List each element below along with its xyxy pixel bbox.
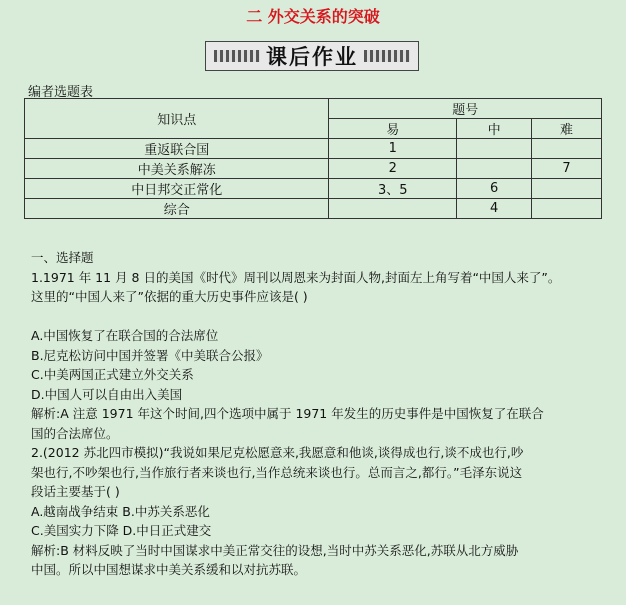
q2-stem-line1: 2.(2012 苏北四市模拟)“我说如果尼克松愿意来,我愿意和他谈,谈得成也行,谈不成也行,吵 [31,445,524,460]
homework-banner [205,41,419,71]
hard-cell [532,179,602,199]
easy-cell: 1 [329,139,457,159]
table-row [25,159,602,179]
level-easy: 易 [329,119,457,139]
easy-cell: 2 [329,159,457,179]
q1-stem-line1: 1.1971 年 11 月 8 日的美国《时代》周刊以周恩来为封面人物,封面左上角写着“中国人来了”。 [31,269,561,285]
header-knowledge: 知识点 [25,99,329,139]
page-title: 二 外交关系的突破 [246,7,380,26]
medium-cell [457,159,532,179]
question-selection-table [24,98,602,219]
topic-cell: 中日邦交正常化 [25,179,329,199]
easy-cell [329,199,457,219]
banner-right-decoration [364,50,410,62]
q1-analysis-line2: 国的合法席位。 [31,425,119,441]
banner-left-decoration [214,50,260,62]
q1-analysis-line1: 解析:A 注意 1971 年这个时间,四个选项中属于 1971 年发生的历史事件是中国恢复了在联合 [31,406,544,421]
table-row [25,199,602,219]
q2-analysis-line2: 中国。所以中国想谋求中美关系缓和以对抗苏联。 [31,562,307,577]
medium-cell: 6 [457,179,532,199]
q1-option-c: C.中美两国正式建立外交关系 [31,367,194,382]
q1-option-b: B.尼克松访问中国并签署《中美联合公报》 [31,347,269,363]
blank-line [31,307,601,327]
table-header-row [25,99,602,119]
level-hard: 难 [532,119,602,139]
q2-options-ab: A.越南战争结束 B.中苏关系恶化 [31,503,210,519]
q1-option-d: D.中国人可以自由出入美国 [31,386,183,402]
section-heading: 一、选择题 [31,250,94,265]
medium-cell [457,139,532,159]
topic-cell: 重返联合国 [25,139,329,159]
hard-cell [532,139,602,159]
table-row [25,139,602,159]
header-number: 题号 [329,99,602,119]
table-caption: 编者选题表 [28,85,94,100]
q2-options-cd: C.美国实力下降 D.中日正式建交 [31,523,212,538]
q1-stem-line2: 这里的“中国人来了”依据的重大历史事件应该是( ) [31,289,308,304]
banner-text: 课后作业 [266,45,358,69]
easy-cell: 3、5 [329,179,457,199]
q1-option-a: A.中国恢复了在联合国的合法席位 [31,328,219,343]
table-row [25,179,602,199]
medium-cell: 4 [457,199,532,219]
hard-cell: 7 [532,159,602,179]
hard-cell [532,199,602,219]
question-body [31,248,601,580]
q2-stem-line2: 架也行,不吵架也行,当作旅行者来谈也行,当作总统来谈也行。总而言之,都行。”毛泽东说这 [31,464,523,480]
topic-cell: 综合 [25,199,329,219]
level-medium: 中 [457,119,532,139]
topic-cell: 中美关系解冻 [25,159,329,179]
q2-analysis-line1: 解析:B 材料反映了当时中国谋求中美正常交往的设想,当时中苏关系恶化,苏联从北方威胁 [31,542,519,558]
q2-stem-line3: 段话主要基于( ) [31,484,120,499]
